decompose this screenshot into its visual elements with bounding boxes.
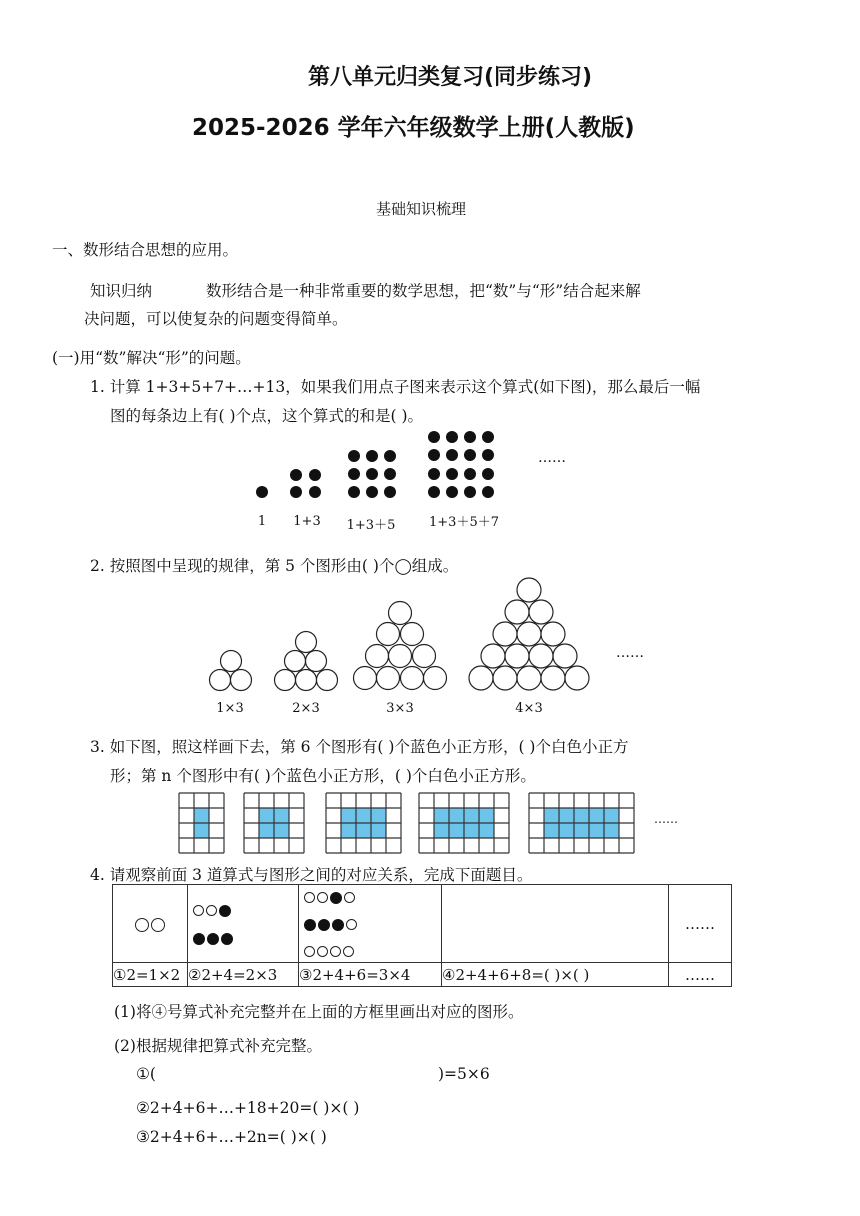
question-4-c: ③2+4+6+…+2n=( )×( ) [136,1128,327,1146]
knowledge-text-line-1: 数形结合是一种非常重要的数学思想，把“数”与“形”结合起来解 [206,282,641,300]
table-figure-2 [188,885,299,963]
dot-caption-2: 1+3 [293,514,321,529]
table-figure-1 [113,885,188,963]
dot-caption-1: 1 [257,514,267,529]
question-4-part-1: (1)将④号算式补充完整并在上面的方框里画出对应的图形。 [114,1003,524,1021]
knowledge-label: 知识归纳 [90,282,153,300]
table-figure-3 [299,885,442,963]
question-4-b: ②2+4+6+…+18+20=( )×( ) [136,1099,360,1117]
title-line-2: 2025-2026 学年六年级数学上册(人教版) [192,115,635,141]
hollow-circle-icon [151,918,165,932]
title-line-1: 第八单元归类复习(同步练习) [308,65,593,90]
question-4-a-open: ①( [136,1065,156,1083]
circle-caption-2: 2×3 [292,701,320,716]
question-4-line: 4. 请观察前面 3 道算式与图形之间的对应关系，完成下面题目。 [90,866,533,884]
table-formula-2: ②2+4=2×3 [188,963,299,987]
table-figure-4-empty[interactable] [442,885,669,963]
question-1-line-1: 1. 计算 1+3+5+7+…+13，如果我们用点子图来表示这个算式(如下图)，那么最后一幅 [90,378,701,396]
question-1-line-2: 图的每条边上有( )个点，这个算式的和是( )。 [110,407,424,425]
section-label: 基础知识梳理 [376,200,467,218]
grid-figure-ellipsis: …… [654,812,678,826]
question-2-line: 2. 按照图中呈现的规律，第 5 个图形由( )个◯组成。 [90,557,459,575]
table-ellipsis-bottom: …… [669,963,732,987]
knowledge-text-line-2: 决问题，可以使复杂的问题变得简单。 [84,310,348,328]
circle-caption-3: 3×3 [386,701,414,716]
circle-figure-ellipsis: …… [616,645,644,661]
table-ellipsis-top: …… [669,885,732,963]
subsection-heading: (一)用“数”解决“形”的问题。 [52,349,251,367]
question-4-part-2: (2)根据规律把算式补充完整。 [114,1037,322,1055]
question-3-line-2: 形；第 n 个图形中有( )个蓝色小正方形，( )个白色小正方形。 [110,767,536,785]
part-1-heading: 一、数形结合思想的应用。 [52,241,239,259]
circle-caption-4: 4×3 [515,701,543,716]
dot-caption-4: 1+3＋5＋7 [429,515,499,530]
table-formula-1: ①2=1×2 [113,963,188,987]
dot-caption-3: 1+3＋5 [346,518,396,533]
question-4-a-close: )=5×6 [438,1065,490,1083]
table-formula-3: ③2+4+6=3×4 [299,963,442,987]
circle-caption-1: 1×3 [216,701,244,716]
table-formula-4: ④2+4+6+8=( )×( ) [442,963,669,987]
hollow-circle-icon [135,918,149,932]
pattern-table [112,884,732,987]
question-3-line-1: 3. 如下图，照这样画下去，第 6 个图形有( )个蓝色小正方形，( )个白色小正方 [90,738,629,756]
dot-figure-ellipsis: …… [538,450,566,466]
